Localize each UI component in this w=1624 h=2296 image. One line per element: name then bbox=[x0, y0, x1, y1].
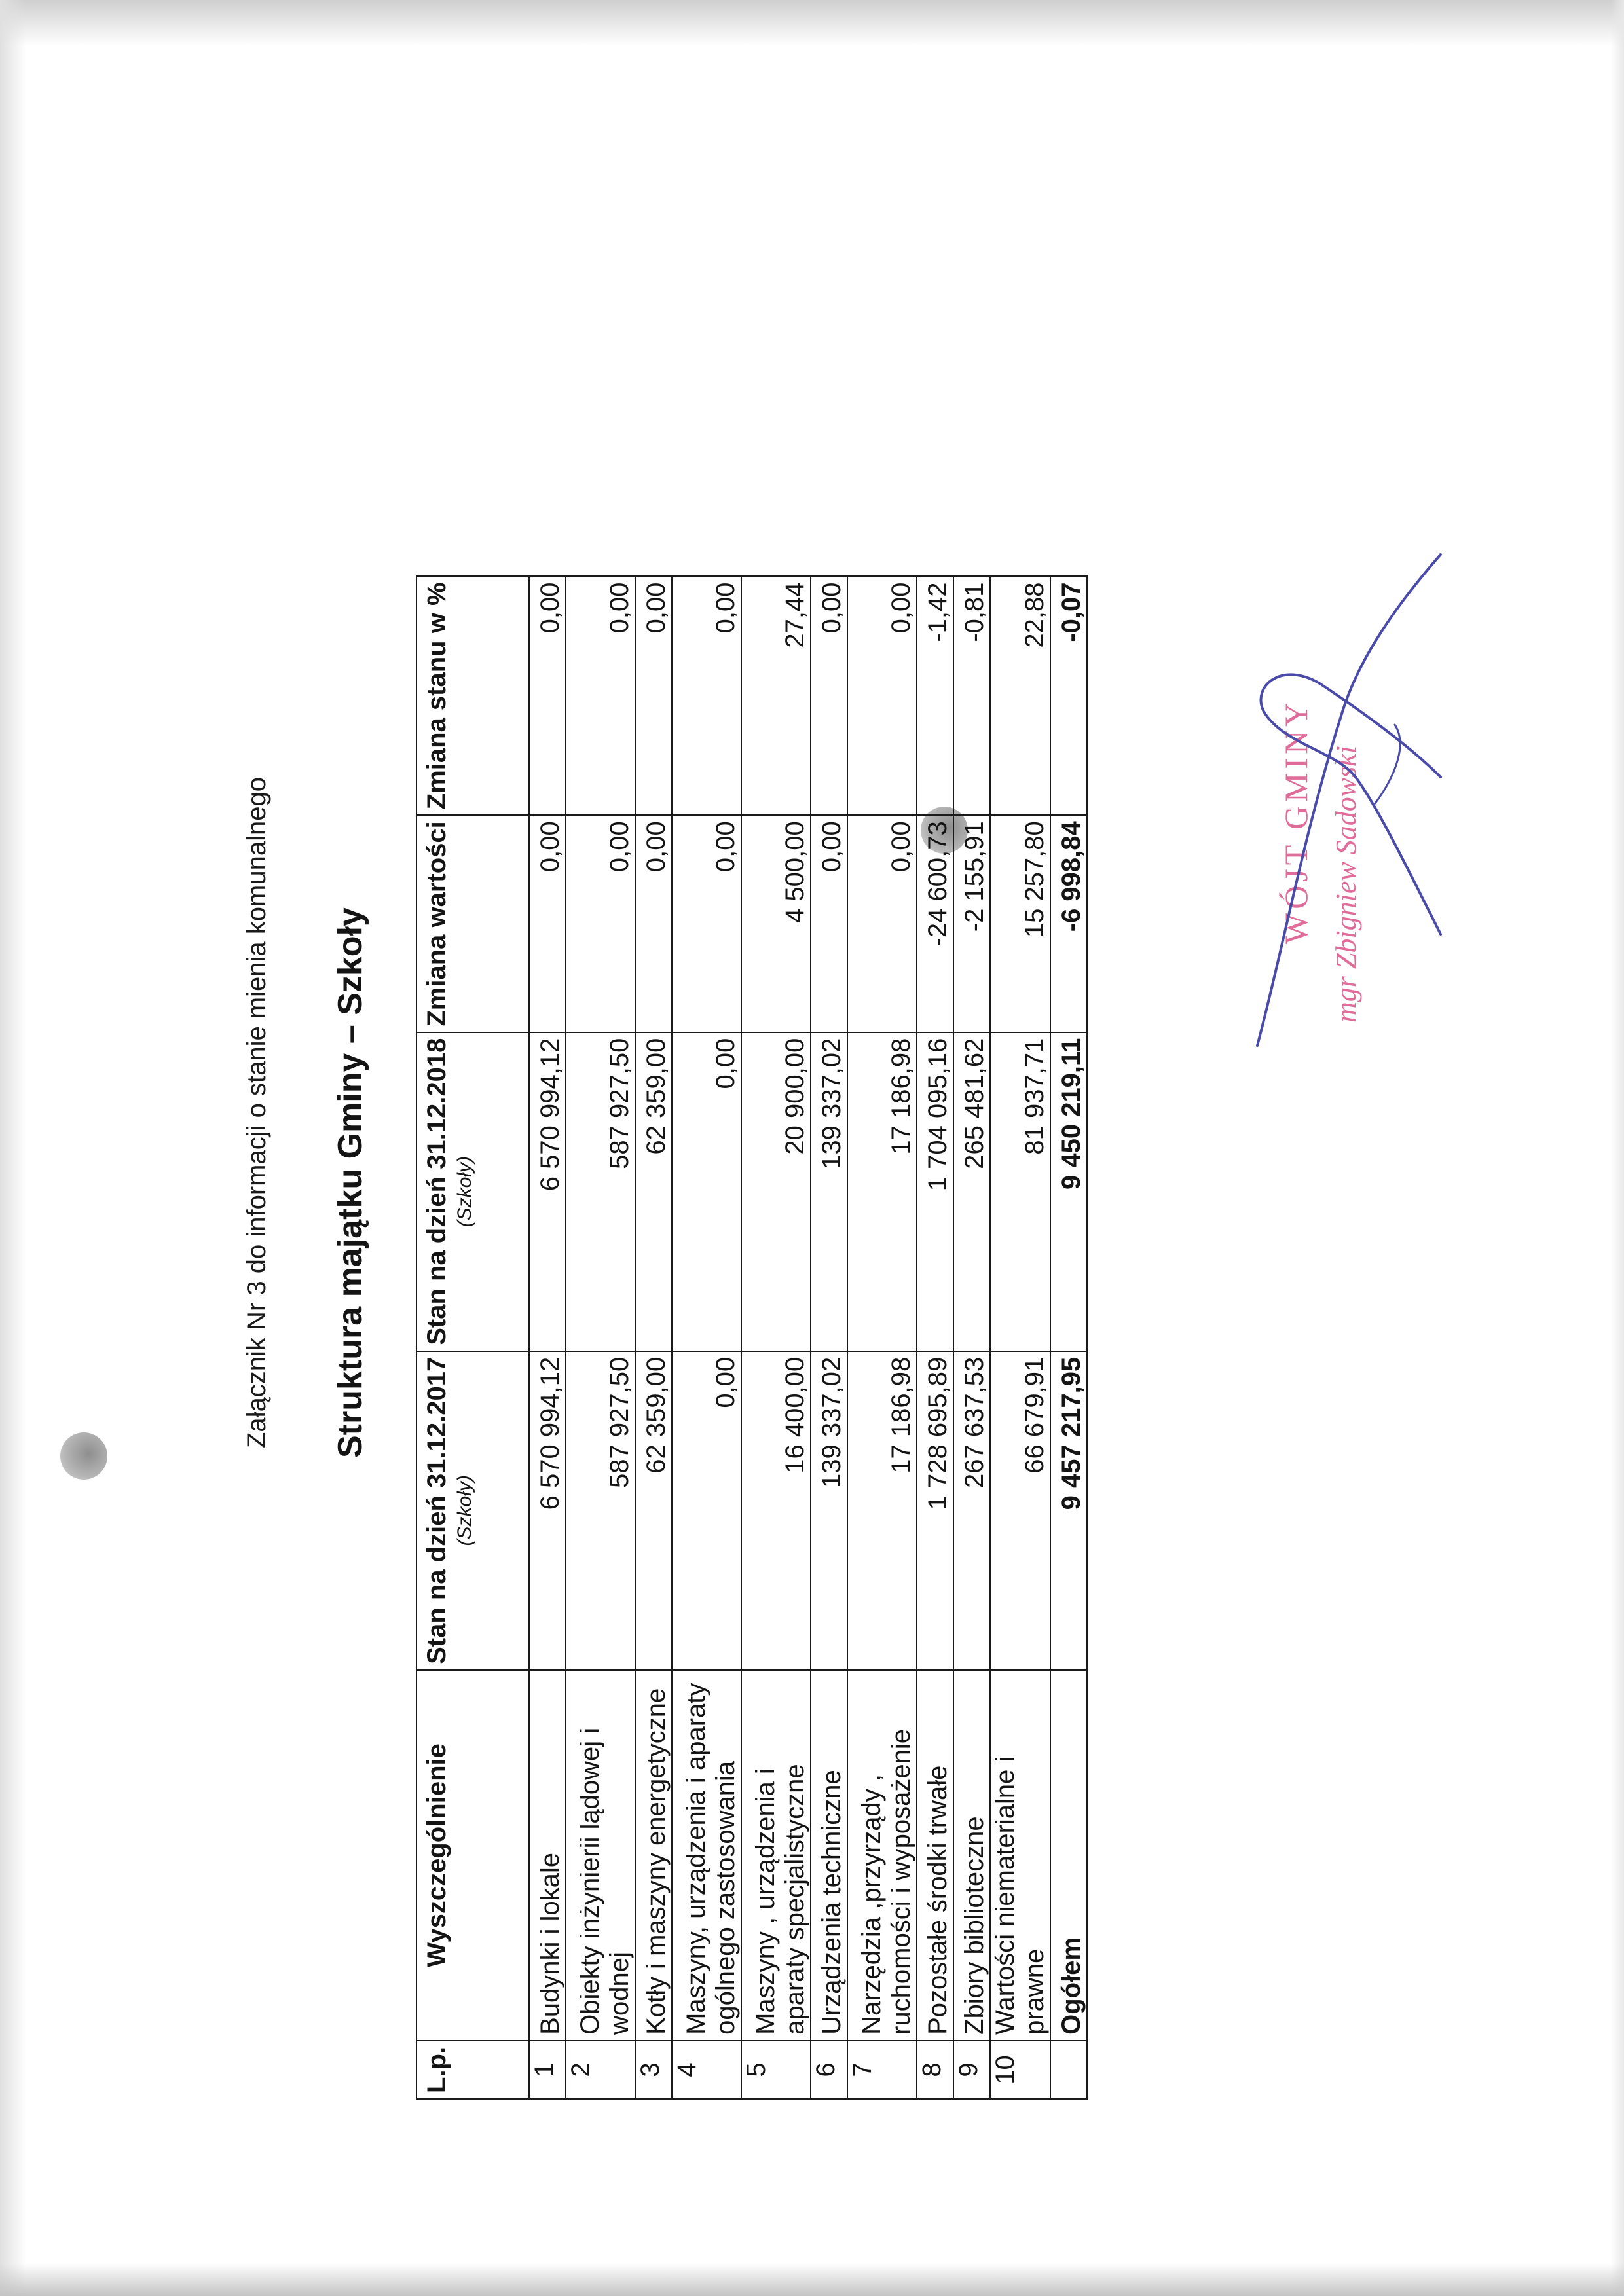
handwritten-signature bbox=[1244, 541, 1460, 1052]
cell-lp: 1 bbox=[529, 2041, 566, 2099]
total-y2018: 9 450 219,11 bbox=[1050, 1032, 1087, 1351]
cell-name: Obiekty inżynierii lądowej i wodnej bbox=[566, 1670, 635, 2041]
stamp-name: mgr Zbigniew Sadowski bbox=[1330, 746, 1362, 1023]
cell-name: Zbiory biblioteczne bbox=[953, 1670, 990, 2041]
cell-lp: 5 bbox=[741, 2041, 811, 2099]
table-row bbox=[811, 576, 847, 2099]
table-row bbox=[566, 576, 635, 2099]
table-row bbox=[741, 576, 811, 2099]
cell-y2018: 6 570 994,12 bbox=[529, 1032, 566, 1351]
cell-y2018: 587 927,50 bbox=[566, 1032, 635, 1351]
header-2018-label: Stan na dzień 31.12.2018 bbox=[422, 1038, 451, 1345]
cell-pct: 0,00 bbox=[635, 576, 672, 815]
cell-name: Maszyny , urządzenia i aparaty specjalistyczne bbox=[741, 1670, 811, 2041]
cell-change: 0,00 bbox=[566, 815, 635, 1032]
header-percent: Zmiana stanu w % bbox=[416, 576, 529, 815]
cell-change: -2 155,91 bbox=[953, 815, 990, 1032]
header-change: Zmiana wartości bbox=[416, 815, 529, 1032]
cell-lp: 3 bbox=[635, 2041, 672, 2099]
cell-name: Narzędzia ,przyrządy , ruchomości i wyposażenie bbox=[847, 1670, 917, 2041]
total-change: -6 998,84 bbox=[1050, 815, 1087, 1032]
cell-lp: 2 bbox=[566, 2041, 635, 2099]
cell-lp: 10 bbox=[990, 2041, 1050, 2099]
cell-y2017: 16 400,00 bbox=[741, 1351, 811, 1670]
cell-lp: 7 bbox=[847, 2041, 917, 2099]
attachment-note: Załącznik Nr 3 do informacji o stanie mienia komunalnego bbox=[242, 777, 271, 1448]
cell-lp: 9 bbox=[953, 2041, 990, 2099]
cell-y2018: 0,00 bbox=[672, 1032, 741, 1351]
table-header-row bbox=[416, 576, 529, 2099]
cell-y2017: 587 927,50 bbox=[566, 1351, 635, 1670]
cell-y2017: 1 728 695,89 bbox=[917, 1351, 953, 1670]
cell-pct: 22,88 bbox=[990, 576, 1050, 815]
cell-change: 0,00 bbox=[811, 815, 847, 1032]
cell-change: -24 600,73 bbox=[917, 815, 953, 1032]
header-2018-unit: (Szkoły) bbox=[454, 1156, 475, 1228]
cell-y2018: 265 481,62 bbox=[953, 1032, 990, 1351]
table-row bbox=[672, 576, 741, 2099]
stamp-title: WÓJT GMINY bbox=[1278, 699, 1314, 944]
total-y2017: 9 457 217,95 bbox=[1050, 1351, 1087, 1670]
total-lp bbox=[1050, 2041, 1087, 2099]
cell-change: 0,00 bbox=[529, 815, 566, 1032]
cell-y2017: 6 570 994,12 bbox=[529, 1351, 566, 1670]
cell-y2017: 66 679,91 bbox=[990, 1351, 1050, 1670]
cell-pct: 0,00 bbox=[529, 576, 566, 815]
table-row bbox=[990, 576, 1050, 2099]
cell-lp: 8 bbox=[917, 2041, 953, 2099]
total-pct: -0,07 bbox=[1050, 576, 1087, 815]
cell-name: Wartości niematerialne i prawne bbox=[990, 1670, 1050, 2041]
cell-pct: 0,00 bbox=[672, 576, 741, 815]
header-2017-label: Stan na dzień 31.12.2017 bbox=[422, 1357, 451, 1664]
cell-y2018: 20 900,00 bbox=[741, 1032, 811, 1351]
cell-change: 4 500,00 bbox=[741, 815, 811, 1032]
header-name: Wyszczególnienie bbox=[416, 1670, 529, 2041]
cell-change: 0,00 bbox=[635, 815, 672, 1032]
cell-y2017: 62 359,00 bbox=[635, 1351, 672, 1670]
cell-y2018: 1 704 095,16 bbox=[917, 1032, 953, 1351]
table-row bbox=[917, 576, 953, 2099]
header-2017 bbox=[416, 1351, 529, 1670]
cell-name: Pozostałe środki trwałe bbox=[917, 1670, 953, 2041]
cell-name: Urządzenia techniczne bbox=[811, 1670, 847, 2041]
cell-lp: 6 bbox=[811, 2041, 847, 2099]
total-name: Ogółem bbox=[1050, 1670, 1087, 2041]
header-2018 bbox=[416, 1032, 529, 1351]
cell-pct: 27,44 bbox=[741, 576, 811, 815]
cell-pct: 0,00 bbox=[811, 576, 847, 815]
cell-name: Maszyny, urządzenia i aparaty ogólnego zastosowania bbox=[672, 1670, 741, 2041]
header-lp: L.p. bbox=[416, 2041, 529, 2099]
cell-y2018: 139 337,02 bbox=[811, 1032, 847, 1351]
document-title: Struktura majątku Gminy – Szkoły bbox=[331, 907, 369, 1458]
table-total-row bbox=[1050, 576, 1087, 2099]
cell-y2017: 0,00 bbox=[672, 1351, 741, 1670]
table-row bbox=[847, 576, 917, 2099]
header-2017-unit: (Szkoły) bbox=[454, 1475, 475, 1546]
cell-lp: 4 bbox=[672, 2041, 741, 2099]
cell-change: 0,00 bbox=[847, 815, 917, 1032]
cell-y2017: 139 337,02 bbox=[811, 1351, 847, 1670]
cell-y2017: 267 637,53 bbox=[953, 1351, 990, 1670]
table-row bbox=[529, 576, 566, 2099]
cell-pct: 0,00 bbox=[566, 576, 635, 815]
cell-y2017: 17 186,98 bbox=[847, 1351, 917, 1670]
cell-y2018: 17 186,98 bbox=[847, 1032, 917, 1351]
cell-pct: 0,00 bbox=[847, 576, 917, 815]
cell-y2018: 81 937,71 bbox=[990, 1032, 1050, 1351]
cell-pct: -1,42 bbox=[917, 576, 953, 815]
table-row bbox=[635, 576, 672, 2099]
cell-name: Kotły i maszyny energetyczne bbox=[635, 1670, 672, 2041]
cell-y2018: 62 359,00 bbox=[635, 1032, 672, 1351]
assets-table bbox=[416, 575, 1088, 2100]
cell-pct: -0,81 bbox=[953, 576, 990, 815]
table-row bbox=[953, 576, 990, 2099]
cell-change: 0,00 bbox=[672, 815, 741, 1032]
cell-change: 15 257,80 bbox=[990, 815, 1050, 1032]
cell-name: Budynki i lokale bbox=[529, 1670, 566, 2041]
